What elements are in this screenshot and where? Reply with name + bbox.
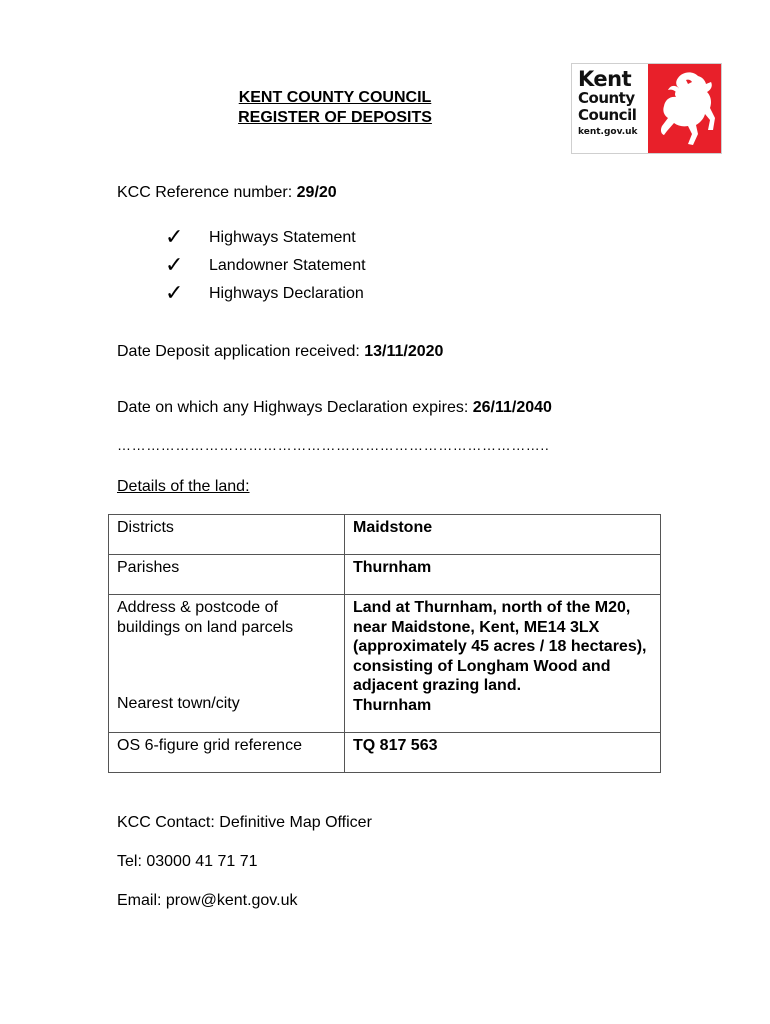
contact-officer: KCC Contact: Definitive Map Officer [117, 814, 372, 831]
logo-line-council: Council [578, 106, 637, 124]
checklist-label: Landowner Statement [209, 257, 366, 274]
checklist-label: Highways Statement [209, 229, 356, 246]
date-received-value: 13/11/2020 [364, 343, 444, 360]
reference-number [117, 183, 337, 203]
table-row [109, 595, 661, 733]
table-cell-value: TQ 817 563 [345, 733, 661, 773]
logo-line-county: County [578, 89, 635, 107]
address-value: Land at Thurnham, north of the M20, near Maidstone, Kent, ME14 3LX (approximately 45 acres / 18 hectares), consisting of Longham Wood and adjacent grazing land. [353, 599, 647, 694]
kent-county-council-logo [571, 63, 722, 154]
checklist-item [165, 281, 364, 306]
table-cell-value: Maidstone [345, 515, 661, 555]
logo-line-kent: Kent [578, 67, 632, 91]
logo-wordmark [572, 64, 648, 153]
table-cell-label: OS 6-figure grid reference [109, 733, 345, 773]
white-horse-icon [648, 64, 722, 153]
table-row [109, 515, 661, 555]
reference-label: KCC Reference number: [117, 184, 297, 201]
checklist-item [165, 253, 366, 278]
table-cell-value [345, 595, 661, 733]
table-cell-label [109, 595, 345, 733]
checklist-label: Highways Declaration [209, 285, 364, 302]
contact-email: Email: prow@kent.gov.uk [117, 892, 298, 909]
logo-url: kent.gov.uk [578, 127, 638, 137]
logo-emblem-panel [648, 64, 721, 153]
table-row [109, 555, 661, 595]
table-cell-value: Thurnham [345, 555, 661, 595]
document-title [180, 88, 490, 128]
address-label: Address & postcode of buildings on land parcels [117, 599, 294, 636]
nearest-value: Thurnham [353, 696, 432, 714]
table-cell-label: Parishes [109, 555, 345, 595]
check-icon: ✓ [165, 281, 184, 306]
table-cell-label: Districts [109, 515, 345, 555]
contact-tel: Tel: 03000 41 71 71 [117, 853, 258, 870]
land-details-table [108, 514, 661, 773]
date-received [117, 342, 443, 362]
table-row [109, 733, 661, 773]
reference-value: 29/20 [296, 184, 337, 201]
date-expires [117, 398, 552, 418]
date-expires-value: 26/11/2040 [472, 399, 552, 416]
check-icon: ✓ [165, 253, 184, 278]
nearest-label: Nearest town/city [117, 694, 240, 712]
checklist-item [165, 225, 356, 250]
details-heading: Details of the land: [117, 478, 250, 495]
title-line-1: KENT COUNTY COUNCIL [238, 89, 432, 106]
check-icon: ✓ [165, 225, 184, 250]
date-received-label: Date Deposit application received: [117, 343, 365, 360]
dotted-separator: …………………………………………………………………………….. [117, 437, 550, 453]
title-line-2: REGISTER OF DEPOSITS [238, 109, 432, 126]
date-expires-label: Date on which any Highways Declaration expires: [117, 399, 473, 416]
